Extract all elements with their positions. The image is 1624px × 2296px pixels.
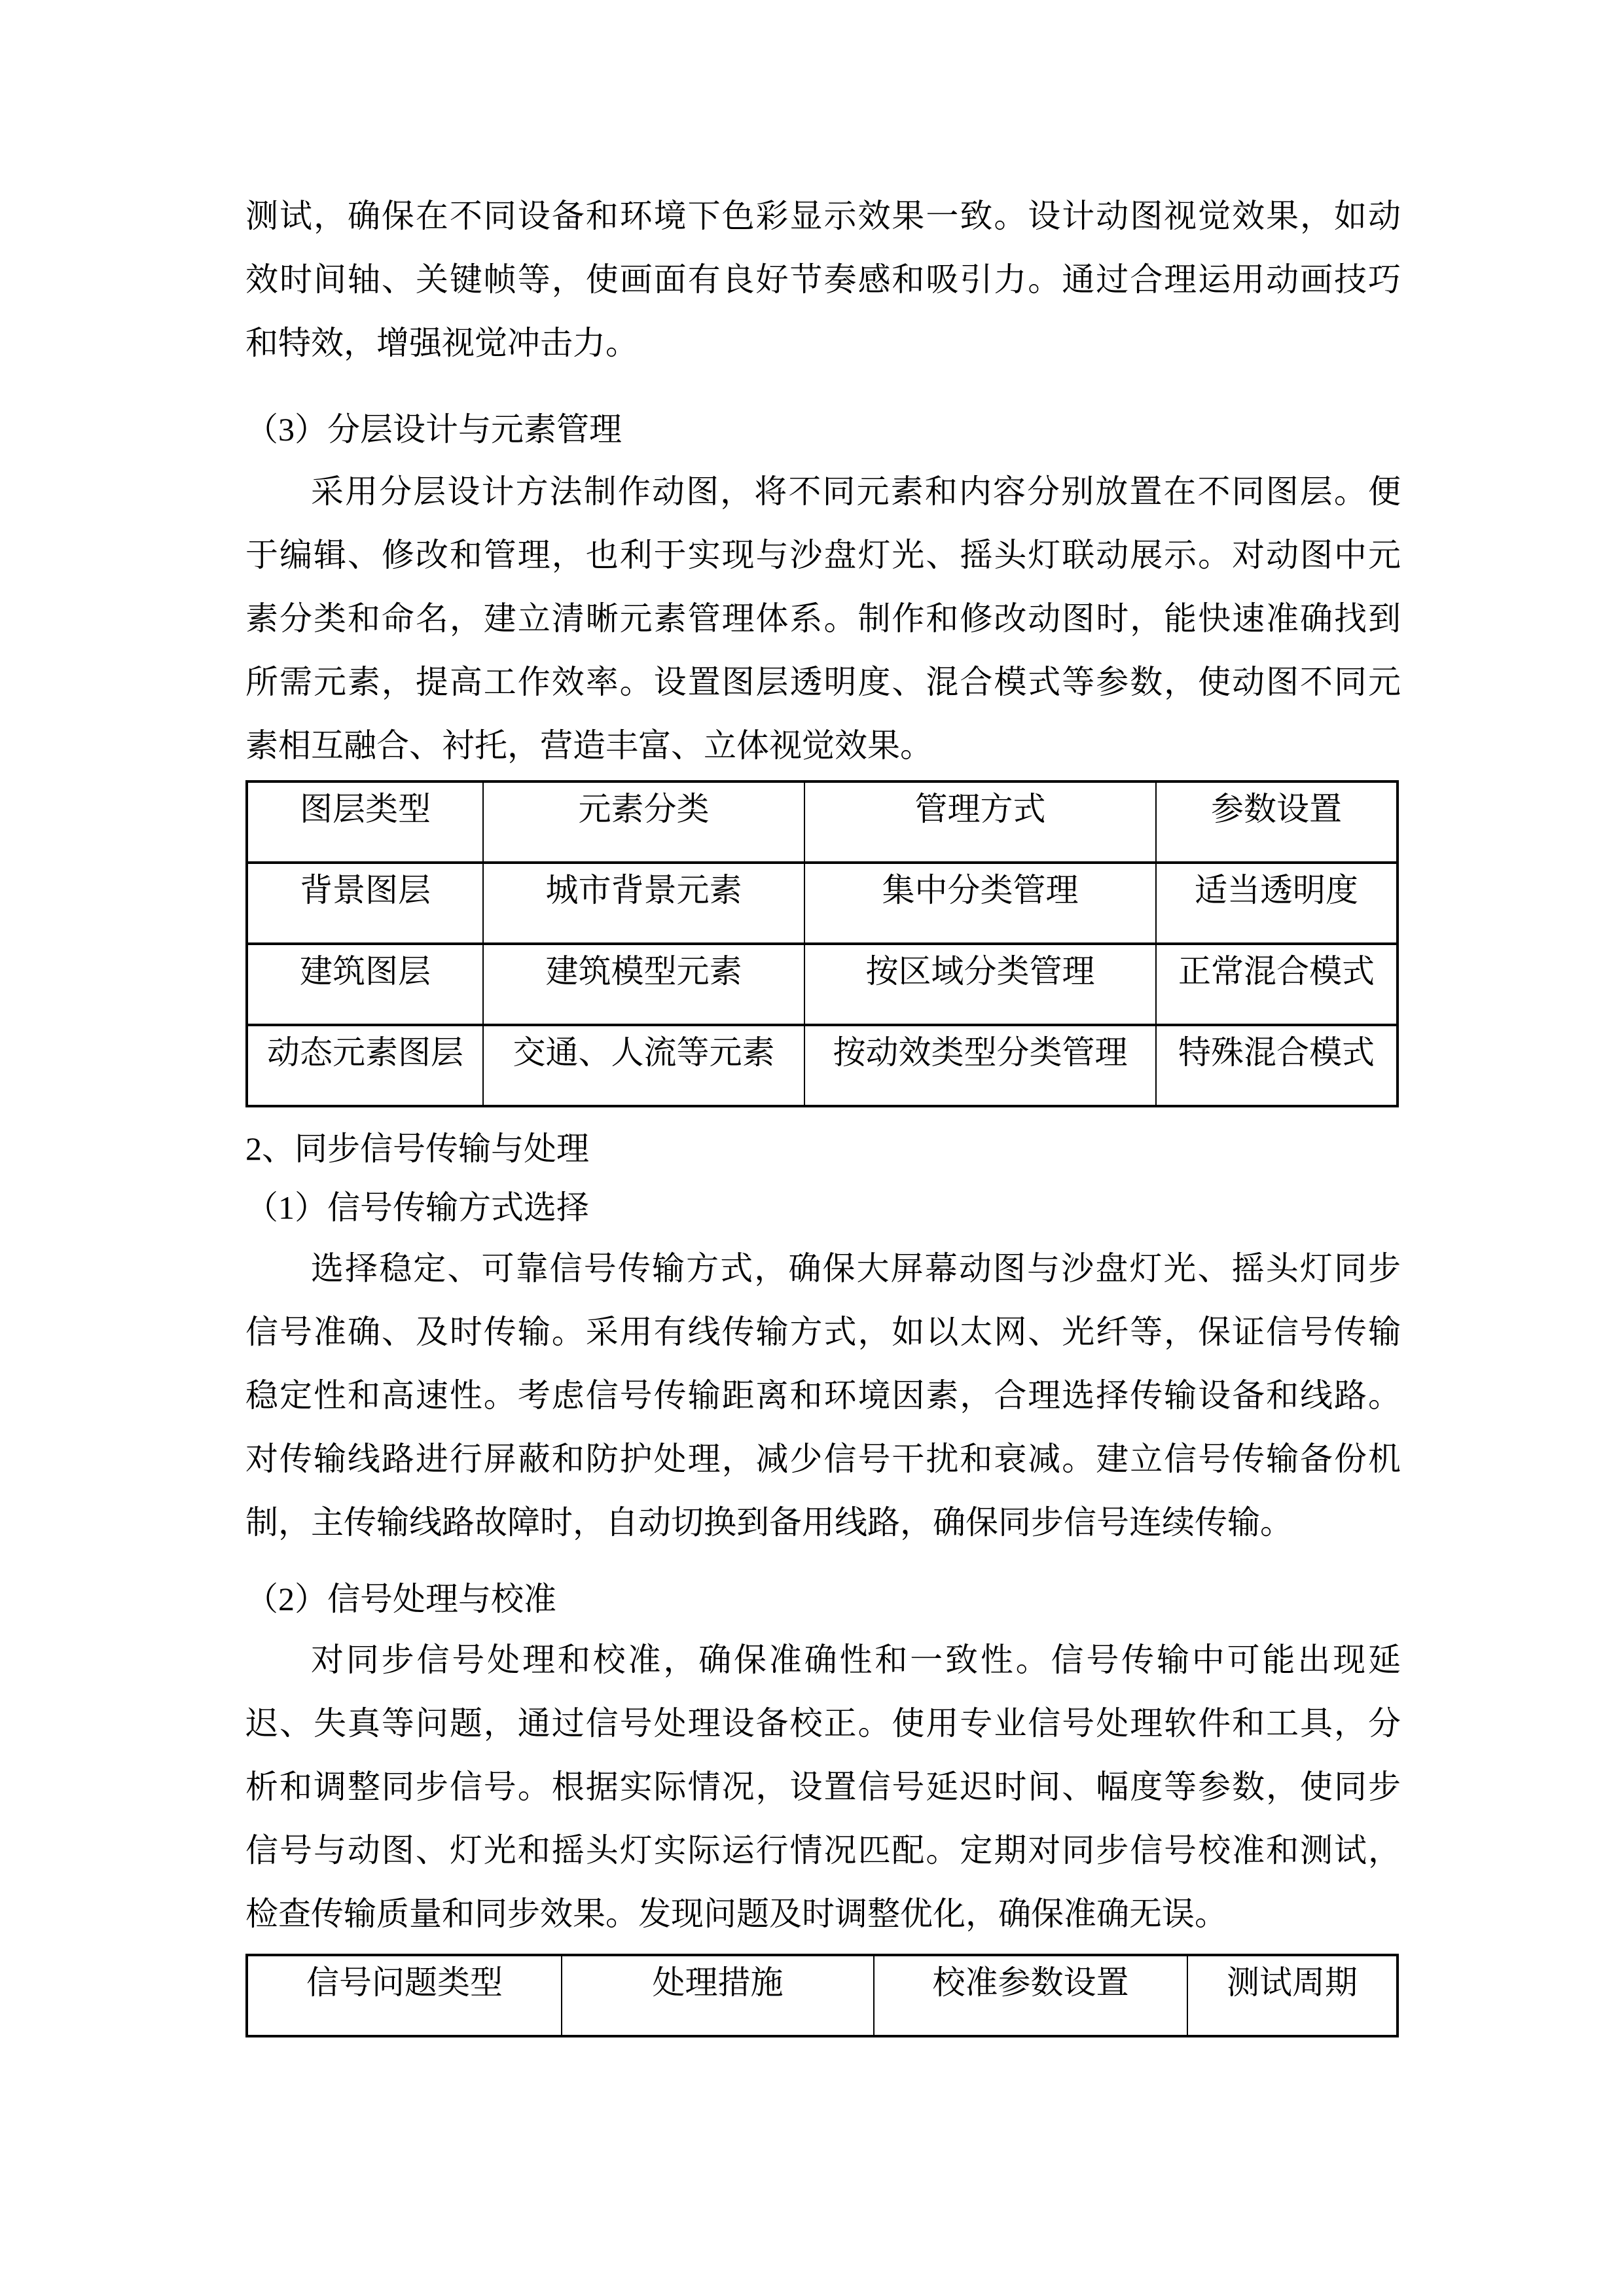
table-row [247,944,1398,1025]
table-cell: 按动效类型分类管理 [804,1025,1156,1106]
table-cell: 建筑图层 [247,944,483,1025]
text-line: 信号准确、及时传输。采用有线传输方式，如以太网、光纤等，保证信号传输 [245,1314,1401,1350]
table-cell: 按区域分类管理 [804,944,1156,1025]
layers-table [245,780,1399,1107]
table-cell: 正常混合模式 [1156,944,1398,1025]
paragraph-transmission-method [245,1237,1401,1554]
heading-sync-signal: 2、同步信号传输与处理 [245,1130,589,1167]
text-line: 析和调整同步信号。根据实际情况，设置信号延迟时间、幅度等参数，使同步 [245,1768,1401,1805]
text-line: 信号与动图、灯光和摇头灯实际运行情况匹配。定期对同步信号校准和测试， [245,1832,1401,1869]
text-line: 于编辑、修改和管理，也利于实现与沙盘灯光、摇头灯联动展示。对动图中元 [245,537,1401,573]
text-line: 测试，确保在不同设备和环境下色彩显示效果一致。设计动图视觉效果，如动 [245,198,1401,234]
heading-layered-design: （3）分层设计与元素管理 [245,411,622,448]
text-line: 素分类和命名，建立清晰元素管理体系。制作和修改动图时，能快速准确找到 [245,600,1401,637]
table-header-cell: 信号问题类型 [247,1955,562,2036]
table-cell: 特殊混合模式 [1156,1025,1398,1106]
table-row [247,863,1398,944]
table-cell: 建筑模型元素 [483,944,804,1025]
text-line: 选择稳定、可靠信号传输方式，确保大屏幕动图与沙盘灯光、摇头灯同步 [311,1250,1401,1287]
table-header-cell: 参数设置 [1156,781,1398,863]
text-line: 检查传输质量和同步效果。发现问题及时调整优化，确保准确无误。 [245,1895,1227,1932]
text-line: 和特效，增强视觉冲击力。 [245,325,638,361]
table-cell: 集中分类管理 [804,863,1156,944]
text-line: 迟、失真等问题，通过信号处理设备校正。使用专业信号处理软件和工具，分 [245,1705,1401,1742]
table-header-row [247,1955,1398,2036]
table-cell: 城市背景元素 [483,863,804,944]
text-line: 制，主传输线路故障时，自动切换到备用线路，确保同步信号连续传输。 [245,1504,1293,1541]
paragraph-layered-design [245,460,1401,778]
signal-table [245,1954,1399,2037]
text-line: 效时间轴、关键帧等，使画面有良好节奏感和吸引力。通过合理运用动画技巧 [245,261,1401,298]
table-cell: 动态元素图层 [247,1025,483,1106]
paragraph-color-and-motion [245,185,1401,375]
table-cell: 背景图层 [247,863,483,944]
paragraph-signal-processing [245,1628,1401,1946]
table-header-cell: 元素分类 [483,781,804,863]
table-header-cell: 图层类型 [247,781,483,863]
text-line: 采用分层设计方法制作动图，将不同元素和内容分别放置在不同图层。便 [311,473,1401,510]
table-header-cell: 测试周期 [1187,1955,1398,2036]
table-row [247,1025,1398,1106]
text-line: 所需元素，提高工作效率。设置图层透明度、混合模式等参数，使动图不同元 [245,664,1401,700]
table-cell: 适当透明度 [1156,863,1398,944]
table-header-cell: 处理措施 [562,1955,874,2036]
document-content [245,185,1401,2037]
text-line: 素相互融合、衬托，营造丰富、立体视觉效果。 [245,727,933,764]
text-line: 对传输线路进行屏蔽和防护处理，减少信号干扰和衰减。建立信号传输备份机 [245,1441,1401,1477]
heading-signal-processing: （2）信号处理与校准 [245,1581,556,1617]
heading-transmission-method: （1）信号传输方式选择 [245,1189,589,1226]
table-header-row [247,781,1398,863]
table-cell: 交通、人流等元素 [483,1025,804,1106]
table-header-cell: 管理方式 [804,781,1156,863]
text-line: 对同步信号处理和校准，确保准确性和一致性。信号传输中可能出现延 [311,1641,1401,1678]
text-line: 稳定性和高速性。考虑信号传输距离和环境因素，合理选择传输设备和线路。 [245,1377,1401,1414]
table-header-cell: 校准参数设置 [874,1955,1187,2036]
